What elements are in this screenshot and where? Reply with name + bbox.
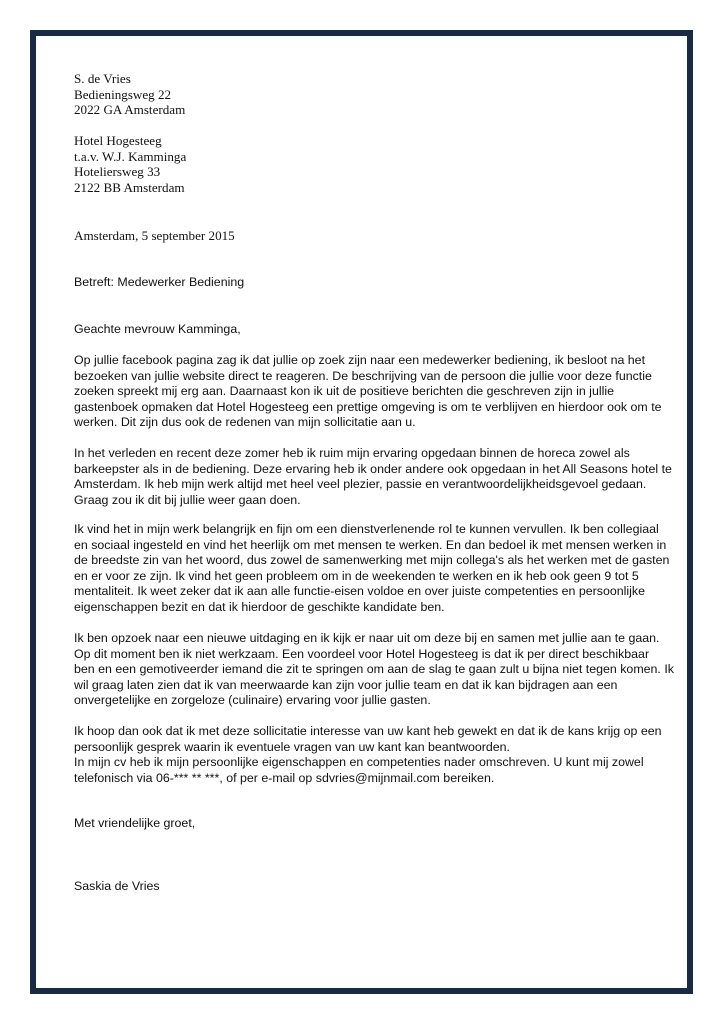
paragraph-line: eigenschappen bezit en dat ik hierdoor de geschikte kandidate ben. (74, 599, 445, 614)
paragraph-line: Ik vind het in mijn werk belangrijk en fijn om een dienstverlenende rol te kunnen vervullen. Ik ben collegiaal (74, 522, 659, 536)
paragraph-availability (74, 631, 674, 709)
paragraph-line: bezoeken van jullie website direct te reageren. De beschrijving van de persoon die jullie voor deze functie (74, 368, 652, 383)
paragraph-line: persoonlijk gesprek waarin ik eventuele vragen van uw kant kan beantwoorden. (74, 739, 511, 754)
greeting-text: Geachte mevrouw Kamminga, (74, 322, 241, 336)
letter-page (30, 30, 693, 994)
letter-signature (74, 879, 160, 895)
paragraph-line: ben en een gemotiveerder iemand die zit te springen om aan de slag te gaan zult u bijna niet tegen komen. Ik (74, 662, 674, 677)
sender-city: 2022 GA Amsterdam (74, 102, 186, 118)
paragraph-line: zoeken spreekt mij erg aan. Daarnaast kon ik uit de positieve berichten die geschreven zijn in jullie (74, 384, 614, 399)
subject-text: Betreft: Medewerker Bediening (74, 275, 245, 289)
paragraph-qualities (74, 522, 669, 616)
paragraph-motivation (74, 353, 662, 431)
paragraph-line: Ik hoop dan ook dat ik met deze sollicitatie interesse van uw kant heb gewekt en dat ik de kans krijg op een (74, 724, 662, 738)
paragraph-line: de breedste zin van het woord, dus zowel de samenwerking met mijn collega's als het werken met de gasten (74, 553, 670, 568)
date-text: Amsterdam, 5 september 2015 (74, 228, 235, 243)
paragraph-line: wil graag laten zien dat ik van meerwaarde kan zijn voor jullie team en dat ik kan bijdragen aan een (74, 677, 618, 692)
letter-date (74, 228, 235, 244)
recipient-address (74, 133, 186, 195)
sender-address (74, 71, 185, 118)
recipient-city: 2122 BB Amsterdam (74, 179, 185, 195)
paragraph-line: In het verleden en recent deze zomer heb ik ruim mijn ervaring opgedaan binnen de horeca zowel als (74, 446, 630, 460)
paragraph-line: werken. Dit zijn dus ook de redenen van mijn sollicitatie aan u. (74, 415, 416, 430)
paragraph-line: gastenboek opmaken dat Hotel Hogesteeg een prettige omgeving is om te verblijven en hierdoor ook om te (74, 399, 662, 414)
paragraph-line: Op dit moment ben ik niet werkzaam. Een voordeel voor Hotel Hogesteeg is dat ik per direct beschikbaar (74, 646, 650, 661)
letter-closing (74, 816, 195, 832)
paragraph-line: onvergetelijke en zorgeloze (culinaire) ervaring voor jullie gasten. (74, 693, 431, 708)
closing-text: Met vriendelijke groet, (74, 816, 196, 830)
signature-name: Saskia de Vries (74, 879, 160, 893)
paragraph-line: Amsterdam. Ik heb mijn werk altijd met heel veel plezier, passie en verantwoordelijkheidsgevoel gedaan. (74, 477, 647, 492)
paragraph-line: barkeepster als in de bediening. Deze ervaring heb ik onder andere ook opgedaan in het All Seasons hotel te (74, 461, 672, 476)
paragraph-line: Op jullie facebook pagina zag ik dat jullie op zoek zijn naar een medewerker bediening, ik besloot na het (74, 353, 646, 367)
paragraph-line: en sociaal ingesteld en vind het heerlijk om met mensen te werken. En dan bedoel ik met mensen werken in (74, 537, 667, 552)
paragraph-line: telefonisch via 06-*** ** ***, of per e-mail op sdvries@mijnmail.com bereiken. (74, 770, 495, 785)
paragraph-line: en er voor ze zijn. Ik vind het geen probleem om in de weekenden te werken en ik heb ook geen 9 tot 5 (74, 568, 639, 583)
sender-street: Bedieningsweg 22 (74, 86, 172, 102)
recipient-attention: t.a.v. W.J. Kamminga (74, 148, 187, 164)
letter-greeting (74, 322, 241, 338)
recipient-street: Hoteliersweg 33 (74, 164, 161, 180)
paragraph-line: Graag zou ik dit bij jullie weer gaan doen. (74, 492, 301, 507)
paragraph-line: Ik ben opzoek naar een nieuwe uitdaging en ik kijk er naar uit om deze bij en samen met jullie aan te gaan. (74, 631, 660, 645)
letter-subject (74, 275, 244, 291)
paragraph-line: In mijn cv heb ik mijn persoonlijke eigenschappen en competenties nader omschreven. U kunt mij zowel (74, 755, 644, 770)
paragraph-experience (74, 446, 672, 508)
sender-name: S. de Vries (74, 71, 131, 86)
recipient-company: Hotel Hogesteeg (74, 133, 162, 148)
paragraph-contact (74, 724, 662, 786)
paragraph-line: mentaliteit. Ik weet zeker dat ik aan alle functie-eisen voldoe en over juiste competenties en persoonlijke (74, 584, 645, 599)
